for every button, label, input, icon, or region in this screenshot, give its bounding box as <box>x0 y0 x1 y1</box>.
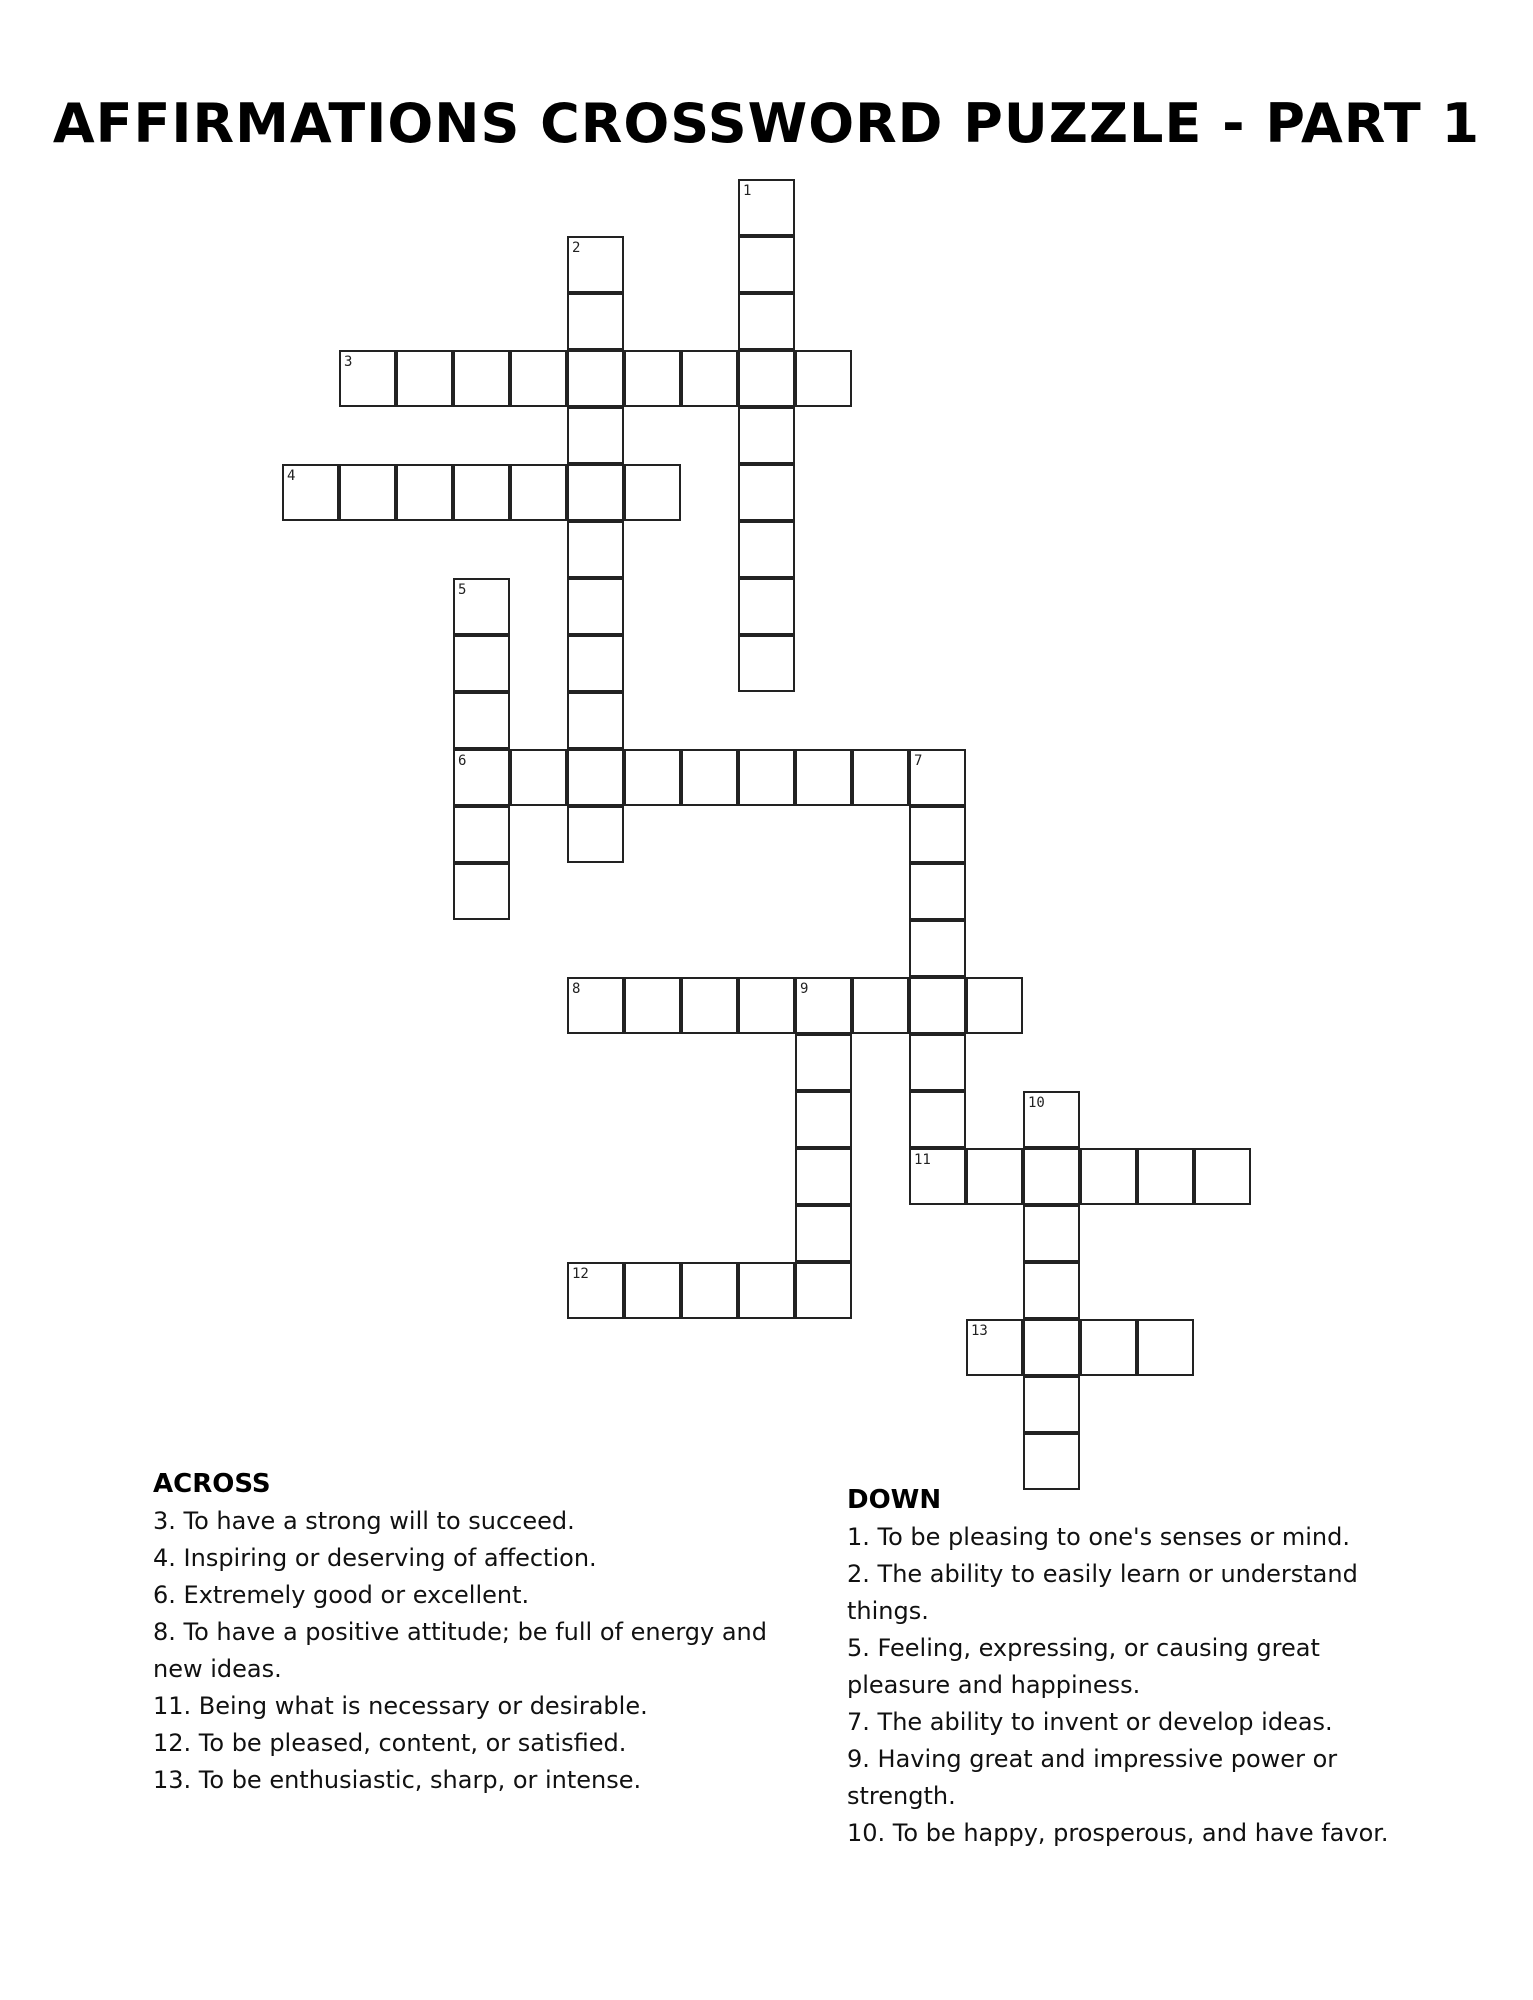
crossword-cell[interactable] <box>453 863 510 920</box>
crossword-cell[interactable] <box>909 1148 966 1205</box>
crossword-cell[interactable] <box>738 977 795 1034</box>
crossword-cell[interactable] <box>567 293 624 350</box>
crossword-cell[interactable] <box>624 749 681 806</box>
crossword-cell[interactable] <box>1023 1262 1080 1319</box>
crossword-cell[interactable] <box>453 635 510 692</box>
crossword-cell[interactable] <box>567 578 624 635</box>
crossword-cell[interactable] <box>567 236 624 293</box>
across-clues <box>153 1466 793 1799</box>
clue-number-10: 10 <box>1028 1095 1045 1111</box>
crossword-cell[interactable] <box>795 1205 852 1262</box>
crossword-cell[interactable] <box>339 464 396 521</box>
crossword-cell[interactable] <box>738 1262 795 1319</box>
crossword-cell[interactable] <box>624 464 681 521</box>
crossword-cell[interactable] <box>738 293 795 350</box>
crossword-cell[interactable] <box>909 1034 966 1091</box>
crossword-cell[interactable] <box>567 977 624 1034</box>
crossword-cell[interactable] <box>681 749 738 806</box>
crossword-cell[interactable] <box>567 749 624 806</box>
clue-number-9: 9 <box>800 981 809 997</box>
crossword-cell[interactable] <box>567 407 624 464</box>
crossword-cell[interactable] <box>1137 1319 1194 1376</box>
crossword-cell[interactable] <box>909 749 966 806</box>
crossword-cell[interactable] <box>738 179 795 236</box>
crossword-cell[interactable] <box>453 464 510 521</box>
across-clue-6: 6. Extremely good or excellent. <box>153 1581 530 1609</box>
crossword-cell[interactable] <box>1080 1148 1137 1205</box>
down-clue-9: 9. Having great and impressive power or strength. <box>847 1745 1338 1810</box>
clue-number-5: 5 <box>458 582 467 598</box>
crossword-cell[interactable] <box>909 920 966 977</box>
crossword-cell[interactable] <box>567 1262 624 1319</box>
crossword-cell[interactable] <box>624 350 681 407</box>
clue-number-2: 2 <box>572 240 581 256</box>
crossword-cell[interactable] <box>1023 1376 1080 1433</box>
clue-number-6: 6 <box>458 753 467 769</box>
clue-number-12: 12 <box>572 1266 589 1282</box>
crossword-cell[interactable] <box>396 464 453 521</box>
crossword-cell[interactable] <box>1137 1148 1194 1205</box>
crossword-cell[interactable] <box>909 1091 966 1148</box>
crossword-cell[interactable] <box>738 578 795 635</box>
crossword-cell[interactable] <box>453 578 510 635</box>
crossword-cell[interactable] <box>795 350 852 407</box>
crossword-cell[interactable] <box>624 977 681 1034</box>
crossword-cell[interactable] <box>453 692 510 749</box>
crossword-cell[interactable] <box>738 464 795 521</box>
crossword-cell[interactable] <box>909 806 966 863</box>
crossword-cell[interactable] <box>453 350 510 407</box>
down-clues <box>847 1482 1427 1852</box>
crossword-cell[interactable] <box>738 350 795 407</box>
across-clue-8: 8. To have a positive attitude; be full of energy and new ideas. <box>153 1618 767 1683</box>
crossword-cell[interactable] <box>510 749 567 806</box>
across-clue-11: 11. Being what is necessary or desirable. <box>153 1692 648 1720</box>
crossword-cell[interactable] <box>510 464 567 521</box>
clue-number-7: 7 <box>914 753 923 769</box>
crossword-cell[interactable] <box>1023 1091 1080 1148</box>
crossword-cell[interactable] <box>681 977 738 1034</box>
crossword-cell[interactable] <box>966 977 1023 1034</box>
down-clue-1: 1. To be pleasing to one's senses or mind. <box>847 1523 1350 1551</box>
clue-number-8: 8 <box>572 981 581 997</box>
clue-number-3: 3 <box>344 354 353 370</box>
crossword-cell[interactable] <box>510 350 567 407</box>
across-clue-13: 13. To be enthusiastic, sharp, or intense. <box>153 1766 642 1794</box>
crossword-cell[interactable] <box>795 1262 852 1319</box>
down-clue-10: 10. To be happy, prosperous, and have favor. <box>847 1819 1389 1847</box>
crossword-cell[interactable] <box>1023 1319 1080 1376</box>
crossword-cell[interactable] <box>567 806 624 863</box>
crossword-cell[interactable] <box>1023 1148 1080 1205</box>
crossword-cell[interactable] <box>282 464 339 521</box>
crossword-cell[interactable] <box>909 863 966 920</box>
crossword-cell[interactable] <box>966 1319 1023 1376</box>
crossword-cell[interactable] <box>966 1148 1023 1205</box>
across-clue-12: 12. To be pleased, content, or satisfied. <box>153 1729 627 1757</box>
crossword-cell[interactable] <box>567 350 624 407</box>
crossword-cell[interactable] <box>1194 1148 1251 1205</box>
down-clue-2: 2. The ability to easily learn or understand things. <box>847 1560 1358 1625</box>
crossword-cell[interactable] <box>453 749 510 806</box>
down-clue-5: 5. Feeling, expressing, or causing great pleasure and happiness. <box>847 1634 1320 1699</box>
crossword-cell[interactable] <box>795 1091 852 1148</box>
crossword-cell[interactable] <box>738 407 795 464</box>
across-clue-4: 4. Inspiring or deserving of affection. <box>153 1544 597 1572</box>
page-title: AFFIRMATIONS CROSSWORD PUZZLE - PART 1 <box>52 92 1481 155</box>
crossword-cell[interactable] <box>681 1262 738 1319</box>
crossword-cell[interactable] <box>1080 1319 1137 1376</box>
crossword-cell[interactable] <box>852 749 909 806</box>
clue-number-11: 11 <box>914 1152 931 1168</box>
crossword-cell[interactable] <box>795 749 852 806</box>
crossword-cell[interactable] <box>909 977 966 1034</box>
crossword-cell[interactable] <box>567 521 624 578</box>
crossword-cell[interactable] <box>1023 1205 1080 1262</box>
crossword-cell[interactable] <box>738 749 795 806</box>
crossword-cell[interactable] <box>453 806 510 863</box>
crossword-cell[interactable] <box>738 521 795 578</box>
across-clue-3: 3. To have a strong will to succeed. <box>153 1507 575 1535</box>
down-clue-7: 7. The ability to invent or develop ideas. <box>847 1708 1333 1736</box>
down-heading: DOWN <box>847 1485 942 1515</box>
crossword-cell[interactable] <box>795 1034 852 1091</box>
crossword-cell[interactable] <box>567 635 624 692</box>
crossword-cell[interactable] <box>795 977 852 1034</box>
crossword-cell[interactable] <box>339 350 396 407</box>
crossword-cell[interactable] <box>738 635 795 692</box>
across-heading: ACROSS <box>153 1469 271 1499</box>
clue-number-4: 4 <box>287 468 296 484</box>
crossword-cell[interactable] <box>567 464 624 521</box>
crossword-cell[interactable] <box>624 1262 681 1319</box>
clue-number-13: 13 <box>971 1323 988 1339</box>
crossword-cell[interactable] <box>852 977 909 1034</box>
crossword-cell[interactable] <box>738 236 795 293</box>
crossword-cell[interactable] <box>567 692 624 749</box>
crossword-cell[interactable] <box>396 350 453 407</box>
clue-number-1: 1 <box>743 183 752 199</box>
crossword-cell[interactable] <box>795 1148 852 1205</box>
crossword-cell[interactable] <box>681 350 738 407</box>
